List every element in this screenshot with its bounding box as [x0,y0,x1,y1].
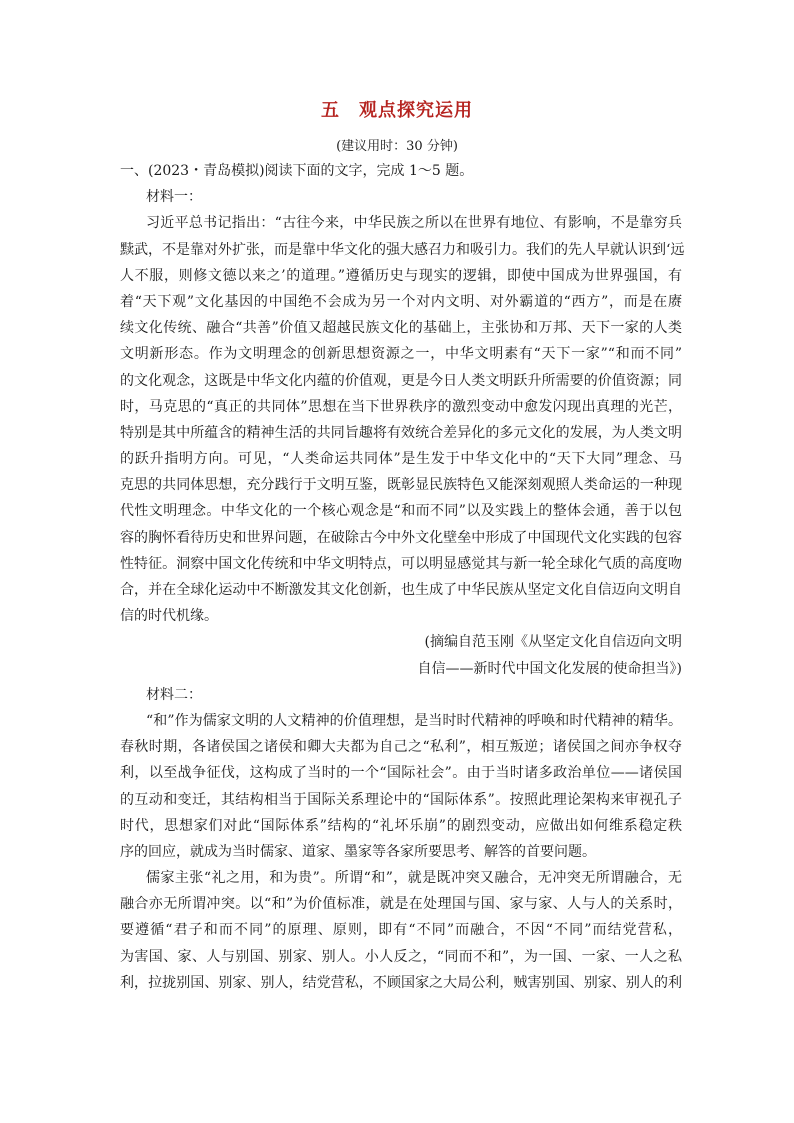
source-citation-line-1: (摘编自范玉刚《从坚定文化自信迈向文明 [424,634,682,651]
source-citation-line-2: 自信——新时代中国文化发展的使命担当》) [417,660,682,677]
text-line: 融合亦无所谓冲突。以“和”为价值标准，就是在处理国与国、家与家、人与人的关系时， [120,896,682,913]
material-1-label: 材料一： [146,189,202,206]
text-line: 习近平总书记指出：“古往今来，中华民族之所以在世界有地位、有影响，不是靠穷兵 [146,215,682,232]
text-line: 特别是其中所蕴含的精神生活的共同旨趣将有效统合差异化的多元文化的发展，为人类文明 [120,424,682,441]
section-title: 五 观点探究运用 [321,100,473,121]
document-body [120,158,685,996]
text-line: 续文化传统、融合“共善”价值又超越民族文化的基础上，主张协和万邦、天下一家的人类 [120,320,682,337]
text-line: 合，并在全球化运动中不断激发其文化创新，也生成了中华民族从坚定文化自信迈向文明自 [120,582,682,598]
text-line: 序的回应，就成为当时儒家、道家、墨家等各家所要思考、解答的首要问题。 [120,843,596,860]
text-line: 利，以至战争征伐，这构成了当时的一个“国际社会”。由于当时诸多政治单位——诸侯国 [120,765,682,782]
text-line: 儒家主张“礼之用，和为贵”。所谓“和”，就是既冲突又融合，无冲突无所谓融合，无 [146,870,682,887]
text-line: 代性文明理念。中华文化的一个核心观念是“和而不同”以及实践上的整体会通，善于以包 [120,503,682,520]
text-line: 时，马克思的“真正的共同体”思想在当下世界秩序的激烈变动中愈发闪现出真理的光芒， [120,398,682,415]
text-line: 着“天下观”文化基因的中国绝不会成为另一个对内文明、对外霸道的“西方”，而是在赓 [120,293,682,310]
text-line: 文明新形态。作为文明理念的创新思想资源之一，中华文明素有“天下一家”“和而不同” [120,346,682,363]
text-line: 利，拉拢别国、别家、别人，结党营私，不顾国家之大局公利，贼害别国、别家、别人的利 [120,974,682,991]
text-line: 信的时代机缘。 [120,608,218,625]
question-prompt: 一、(2023・青岛模拟)阅读下面的文字，完成 1～5 题。 [120,163,474,179]
text-line: 性特征。洞察中国文化传统和中华文明特点，可以明显感觉其与新一轮全球化气质的高度吻 [120,555,682,572]
text-line: 克思的共同体思想，充分践行于文明互鉴，既彰显民族特色又能深刻观照人类命运的一种现 [120,477,682,494]
text-line: 时代，思想家们对此“国际体系”结构的“礼坏乐崩”的剧烈变动，应做出如何维系稳定秩 [120,817,682,834]
material-2-label: 材料二： [146,686,202,703]
material-2-paragraph-2 [120,865,682,996]
material-1-paragraph [120,210,685,629]
material-2-paragraph-1 [120,708,682,865]
text-line: 的文化观念，这既是中华文化内蕴的价值观，更是今日人类文明跃升所需要的价值资源；同 [120,372,682,389]
text-line: 春秋时期，各诸侯国之诸侯和卿大夫都为自己之“私利”，相互叛逆；诸侯国之间亦争权夺 [120,739,682,756]
text-line: 的互动和变迁，其结构相当于国际关系理论中的“国际体系”。按照此理论架构来审视孔子 [120,791,682,808]
text-line: 要遵循“君子和而不同”的原理、原则，即有“不同”而融合，不因“不同”而结党营私， [120,922,682,939]
text-line: 为害国、家、人与别国、别家、别人。小人反之，“同而不和”，为一国、一家、一人之私 [120,948,682,965]
time-note: (建议用时：30 分钟) [336,139,458,154]
text-line: 容的胸怀看待历史和世界问题，在破除古今中外文化壁垒中形成了中国现代文化实践的包容 [120,529,682,546]
text-line: 人不服，则修文德以来之’的道理。”遵循历史与现实的逻辑，即使中国成为世界强国，有 [120,267,682,284]
text-line: “和”作为儒家文明的人文精神的价值理想，是当时时代精神的呼唤和时代精神的精华。 [146,712,682,729]
text-line: 黩武，不是靠对外扩张，而是靠中华文化的强大感召力和吸引力。我们的先人早就认识到‘远 [120,241,685,258]
text-line: 的跃升指明方向。可见，“人类命运共同体”是生发于中华文化中的“天下大同”理念、马 [120,451,682,468]
